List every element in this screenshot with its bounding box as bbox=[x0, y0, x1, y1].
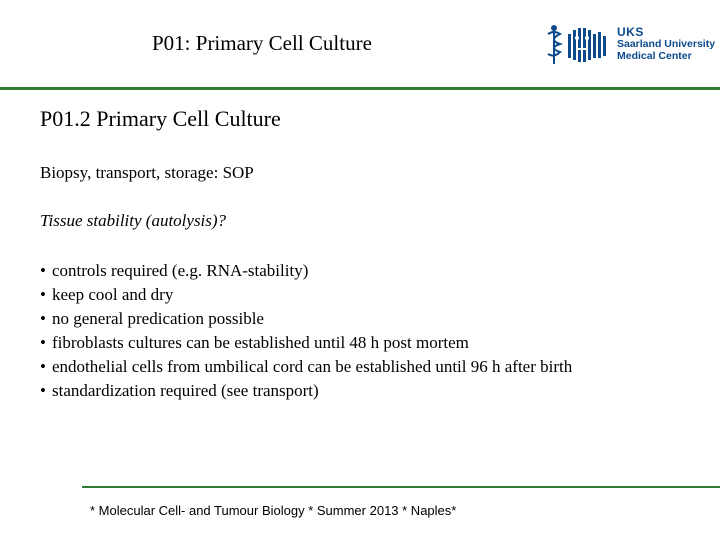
slide-title: P01.2 Primary Cell Culture bbox=[40, 106, 281, 131]
bullet-text: keep cool and dry bbox=[52, 285, 174, 304]
bullet-item bbox=[40, 307, 572, 331]
university-seal-icon bbox=[540, 24, 612, 68]
bullet-item bbox=[40, 259, 572, 283]
bullet-text: endothelial cells from umbilical cord can be established until 96 h after birth bbox=[52, 357, 573, 376]
bullet-text: no general predication possible bbox=[52, 309, 264, 328]
bullet-item bbox=[40, 355, 572, 379]
bullet-symbol: • bbox=[40, 357, 46, 376]
bullet-item bbox=[40, 379, 572, 403]
footer-text: * Molecular Cell- and Tumour Biology * Summer 2013 * Naples* bbox=[90, 503, 457, 518]
bullet-list bbox=[40, 259, 572, 403]
footer-divider bbox=[82, 486, 720, 488]
bullet-item bbox=[40, 283, 572, 307]
uks-logo bbox=[540, 24, 715, 68]
bullet-symbol: • bbox=[40, 285, 46, 304]
bullet-text: fibroblasts cultures can be established until 48 h post mortem bbox=[52, 333, 469, 352]
header-title: P01: Primary Cell Culture bbox=[152, 31, 372, 55]
bullet-symbol: • bbox=[40, 333, 46, 352]
logo-text bbox=[617, 26, 715, 62]
logo-line2: Medical Center bbox=[617, 50, 692, 62]
logo-acronym: UKS bbox=[617, 25, 644, 39]
bullet-symbol: • bbox=[40, 309, 46, 328]
sop-line: Biopsy, transport, storage: SOP bbox=[40, 163, 254, 182]
bullet-item bbox=[40, 331, 572, 355]
bullet-text: standardization required (see transport) bbox=[52, 381, 319, 400]
tissue-stability-question: Tissue stability (autolysis)? bbox=[40, 211, 227, 230]
bullet-symbol: • bbox=[40, 261, 46, 280]
bullet-text: controls required (e.g. RNA-stability) bbox=[52, 261, 309, 280]
bullet-symbol: • bbox=[40, 381, 46, 400]
logo-line1: Saarland University bbox=[617, 38, 716, 50]
header-divider bbox=[0, 87, 720, 90]
